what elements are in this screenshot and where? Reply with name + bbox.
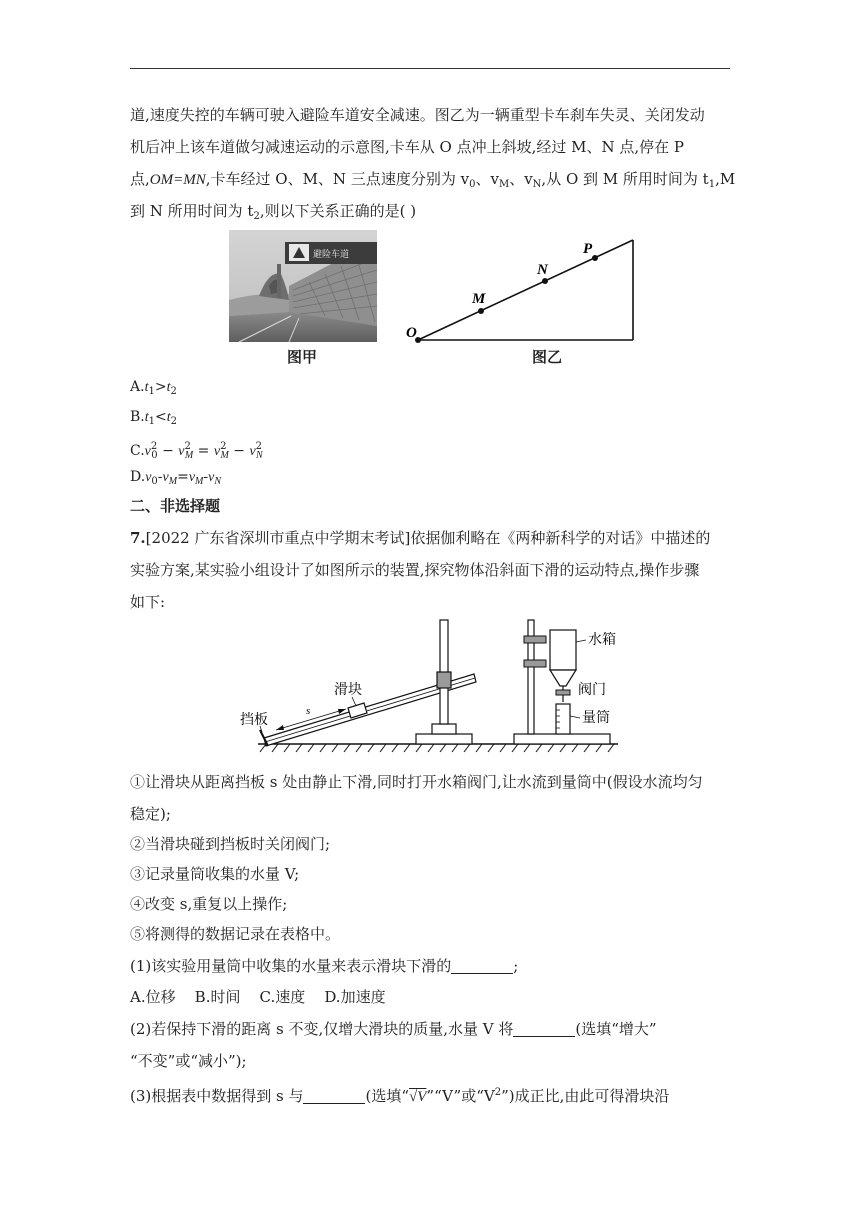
subq-1 [130,950,730,982]
intro-sub-0: 0 [469,179,476,190]
q7-line-2: 实验方案,某实验小组设计了如图所示的装置,探究物体沿斜面下滑的运动特点,操作步骤 [130,561,700,579]
subq-2-line-1 [130,1013,730,1045]
subq-1-end: ; [513,957,519,975]
option-a-t1: t [144,380,149,395]
option-d-subm2: M [195,476,204,487]
option-c-minus1: − [157,443,179,459]
option-c-vm2: v [213,444,221,459]
subq-3-sq: 2 [494,1087,502,1098]
intro-sub-n: N [532,179,542,190]
step-3: ③记录量筒收集的水量 V; [130,865,300,883]
option-c-vn: v [249,444,256,459]
option-c-vm: v [178,444,185,459]
option-d-eq: = [177,469,189,485]
point-m-label: M [472,291,486,307]
option-c-subm2: M [220,450,229,461]
subq-3-text-a: (3)根据表中数据得到 s 与 [130,1087,304,1105]
intro-text-1: 道,速度失控的车辆可驶入避险车道安全减速。图乙为一辆重型卡车刹车失灵、关闭发动 [130,106,705,124]
intro-text-3e: 、v [475,170,499,188]
option-a-prefix: A. [130,379,145,395]
intro-sub-m: M [498,179,510,190]
subq-1-text: (1)该实验用量筒中收集的水量来表示滑块下滑的 [130,957,452,975]
subq-3-line-1 [130,1077,730,1113]
valve [556,690,570,695]
option-d-vm: v [162,470,169,485]
option-d-v0: v [145,470,152,485]
figure-jia-caption: 图甲 [287,348,318,366]
option-c-sq0: 2 [150,441,158,452]
point-m-marker [478,308,484,314]
runaway-lane-photo-image [229,230,377,342]
section-heading: 二、非选择题 [130,497,221,515]
point-p-label: P [583,241,593,257]
intro-text-3b: OM=MN [149,172,206,188]
option-c-sub0: 0 [151,450,158,461]
left-clamp [437,672,451,688]
header-rule [130,68,730,69]
label-block: 滑块 [334,683,362,698]
figure-yi-caption: 图乙 [532,348,563,366]
subq-3-text-c: ”)成正比,由此可得滑块沿 [501,1087,670,1105]
option-c-sqm: 2 [184,441,191,452]
step-4: ④改变 s,重复以上操作; [130,895,288,913]
subq-3-text-b: (选填“ [365,1087,410,1105]
option-a-sub2: 2 [170,386,177,397]
option-a-t2: t [166,380,171,395]
label-tank: 水箱 [588,633,616,648]
q7-line-1 [130,522,730,554]
intro-text-3g: 、v [509,170,533,188]
label-valve: 阀门 [578,683,606,698]
step-2: ②当滑块碰到挡板时关闭阀门; [130,835,331,853]
option-b-prefix: B. [130,409,145,425]
intro-line-1 [130,99,730,131]
step-1-line-1: ①让滑块从距离挡板 s 处由静止下滑,同时打开水箱阀门,让水流到量筒中(假设水流均匀 [130,773,703,791]
option-d-subn: N [214,476,221,487]
option-b-sub1: 1 [148,416,156,427]
option-d-sub0: 0 [151,476,158,487]
water-tank [550,630,576,670]
incline-slope-line [418,240,633,340]
option-b-t2: t [166,410,171,425]
subq-1-choices: A.位移 B.时间 C.速度 D.加速度 [130,988,386,1006]
label-s: s [306,705,311,717]
option-c-sqn: 2 [255,441,263,452]
step-5: ⑤将测得的数据记录在表格中。 [130,925,341,943]
option-d-prefix: D. [130,469,146,485]
option-d-vm2: v [188,470,196,485]
subq-3-sqrt-v: √V [409,1089,427,1105]
option-a-sub1: 1 [148,386,155,397]
intro-text-3a: 点, [130,170,150,188]
intro-sub-1: 1 [708,179,716,190]
option-c-prefix: C. [130,443,145,459]
option-c-sqm2: 2 [220,441,227,452]
figure-yi-incline-diagram [400,228,650,348]
option-d-minus1: - [157,469,163,485]
intro-text-3c: ,卡车经过 O、M、N 三点速度分别为 v [205,170,470,188]
option-b-t1: t [144,410,149,425]
q7-line-3: 如下: [130,593,166,611]
option-c-subn: N [256,450,263,461]
option-c-v0: v [144,444,151,459]
option-b-sub2: 2 [170,416,178,427]
point-p-marker [592,255,598,261]
intro-text-2: 机后冲上该车道做匀减速运动的示意图,卡车从 O 点冲上斜坡,经过 M、N 点,停在 P [130,138,685,156]
option-d-vn: v [208,470,215,485]
label-cylinder: 量筒 [582,711,610,726]
subq-2-line-2: “不变”或“减小”); [130,1052,247,1070]
left-stand-base [416,734,472,744]
figure-jia-photo [229,230,377,342]
option-b-op: < [155,409,167,425]
ground-hatching [260,744,614,752]
option-c-subm: M [184,450,194,461]
intro-sub-2: 2 [253,211,260,222]
option-c-minus2: − [228,443,250,459]
intro-text-3i: ,从 O 到 M 所用时间为 t [541,170,709,188]
subq-2-blank[interactable] [513,1020,575,1037]
intro-text-4a: 到 N 所用时间为 t [130,202,254,220]
option-d-minus2: - [203,469,209,485]
subq-2-text-a: (2)若保持下滑的距离 s 不变,仅增大滑块的质量,水量 V 将 [130,1020,514,1038]
point-n-label: N [537,262,548,278]
option-d-subm: M [168,476,178,487]
point-o-label: O [406,325,417,341]
apparatus-figure [230,612,630,760]
right-stand-base [514,734,610,744]
q7-text-1: [2022 广东省深圳市重点中学期末考试]依据伽利略在《两种新科学的对话》中描述的 [145,529,711,547]
label-stop-plate: 挡板 [240,713,268,728]
subq-3-blank[interactable] [303,1087,365,1104]
subq-3-mid: ”“V”或“V [426,1087,495,1105]
option-a-op: > [154,379,167,395]
q7-number: 7. [130,529,146,547]
point-n-marker [542,278,548,284]
intro-line-2 [130,131,730,163]
subq-2-text-b: (选填“增大” [575,1020,657,1038]
measuring-cylinder [556,704,570,734]
intro-text-4c: ,则以下关系正确的是( ) [259,202,417,220]
runaway-sign-text: 避险车道 [313,249,350,259]
subq-1-blank[interactable] [451,957,513,974]
option-c-eq: = [193,443,214,459]
step-1-line-2: 稳定); [130,805,171,823]
intro-text-3k: ,M [715,170,736,188]
